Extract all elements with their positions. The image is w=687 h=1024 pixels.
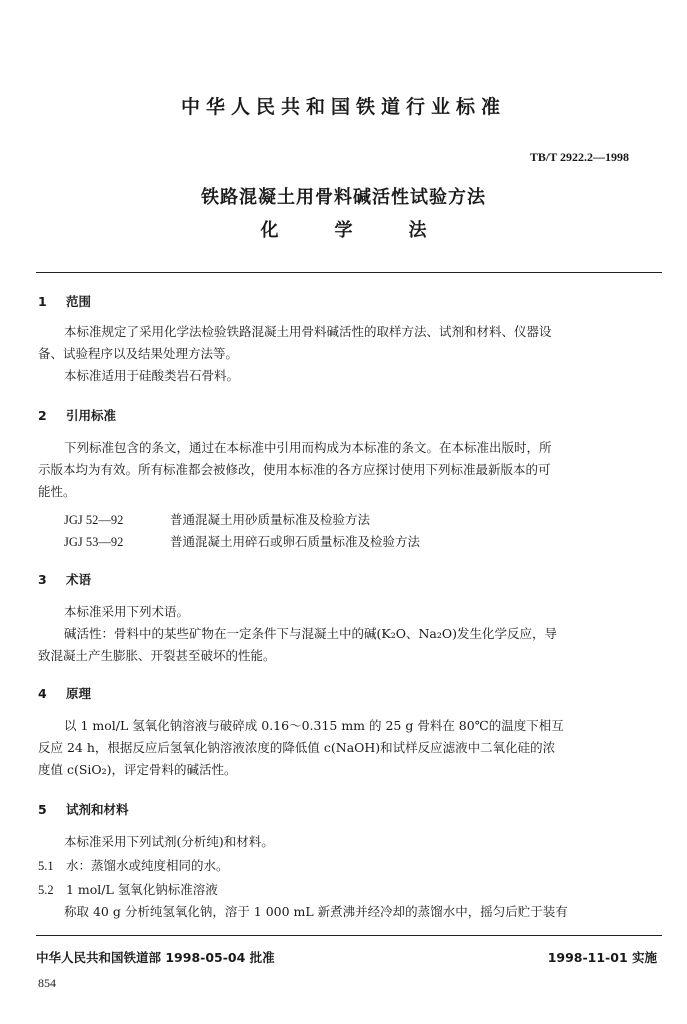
paragraph-line: 致混凝土产生膨胀、开裂甚至破坏的性能。 [38,648,276,663]
section-number: 1 [38,294,47,309]
section-title: 原理 [66,686,92,701]
section-title: 引用标准 [66,408,117,423]
reference-code: JGJ 53—92 [64,535,124,549]
section-title: 范围 [66,294,92,309]
section-heading-reagents [38,800,129,818]
paragraph-line: 反应 24 h，根据反应后氢氧化钠溶液浓度的降低值 c(NaOH)和试样反应滤液中二氧化硅的浓 [38,740,556,755]
document-title: 铁路混凝土用骨料碱活性试验方法 [201,187,486,208]
paragraph-line: 本标准采用下列试剂(分析纯)和材料。 [64,834,274,849]
subclause-text: 水：蒸馏水或纯度相同的水。 [66,858,229,873]
paragraph-line: 示版本均为有效。所有标准都会被修改，使用本标准的各方应探讨使用下列标准最新版本的可 [38,462,551,477]
subclause [38,880,218,898]
page-number: 854 [38,976,56,990]
paragraph-line: 能性。 [38,484,76,499]
section-number: 2 [38,408,47,423]
section-heading-terms [38,570,91,588]
top-divider [36,272,662,273]
subtitle-char: 化 [260,220,279,241]
reference-title: 普通混凝土用砂质量标准及检验方法 [170,512,371,527]
section-number: 3 [38,572,47,587]
bottom-divider [36,935,662,936]
paragraph-line: 本标准适用于硅酸类岩石骨料。 [64,368,240,383]
document-subtitle [0,216,687,242]
section-heading-scope [38,292,91,310]
standard-number: TB/T 2922.2—1998 [529,150,629,164]
section-heading-principle [38,684,91,702]
paragraph-line: 度值 c(SiO₂)，评定骨料的碱活性。 [38,762,237,777]
implementation-date: 1998-11-01 实施 [547,950,657,965]
subclause-number: 5.2 [38,883,54,897]
section-number: 4 [38,686,47,701]
subclause [38,856,229,874]
subclause-number: 5.1 [38,859,54,873]
approval-note: 中华人民共和国铁道部 1998-05-04 批准 [36,950,275,965]
paragraph-line: 备、试验程序以及结果处理方法等。 [38,346,239,361]
reference-title: 普通混凝土用碎石或卵石质量标准及检验方法 [170,534,421,549]
paragraph-line: 下列标准包含的条文，通过在本标准中引用而构成为本标准的条文。在本标准出版时，所 [64,440,552,455]
paragraph-line: 本标准规定了采用化学法检验铁路混凝土用骨料碱活性的取样方法、试剂和材料、仪器设 [64,324,552,339]
section-title: 试剂和材料 [66,802,129,817]
section-heading-references [38,406,116,424]
reference-item [64,532,420,550]
reference-item [64,510,370,528]
paragraph-line: 称取 40 g 分析纯氢氧化钠，溶于 1 000 mL 新煮沸并经冷却的蒸馏水中，摇匀后贮于装有 [64,904,568,919]
subtitle-char: 学 [334,220,353,241]
paragraph-line: 碱活性：骨料中的某些矿物在一定条件下与混凝土中的碱(K₂O、Na₂O)发生化学反应，导 [64,626,558,641]
subclause-text: 1 mol/L 氢氧化钠标准溶液 [66,882,218,897]
paragraph-line: 以 1 mol/L 氢氧化钠溶液与破碎成 0.16～0.315 mm 的 25 g 骨料在 80℃的温度下相互 [64,718,564,733]
publisher-header: 中华人民共和国铁道行业标准 [180,96,506,118]
section-number: 5 [38,802,47,817]
section-title: 术语 [66,572,92,587]
subtitle-char: 法 [408,220,427,241]
reference-code: JGJ 52—92 [64,513,124,527]
paragraph-line: 本标准采用下列术语。 [64,604,190,619]
